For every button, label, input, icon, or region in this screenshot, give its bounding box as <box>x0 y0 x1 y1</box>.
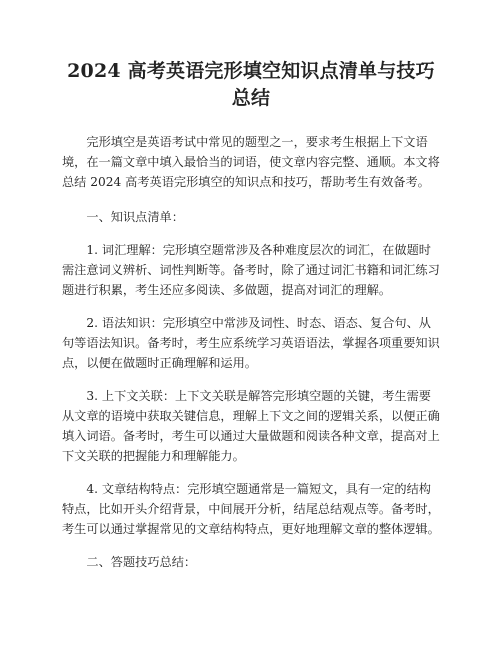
knowledge-item-vocabulary: 1. 词汇理解：完形填空题常涉及各种难度层次的词汇，在做题时需注意词义辨析、词性判断等。备考时，除了通过词汇书籍和词汇练习题进行积累，考生还应多阅读、多做题，提高对词汇的理解。 <box>62 243 440 297</box>
section-heading-tips: 二、答题技巧总结： <box>86 555 197 569</box>
intro-paragraph: 完形填空是英语考试中常见的题型之一，要求考生根据上下文语境，在一篇文章中填入最恰当的词语，使文章内容完整、通顺。本文将总结 2024 高考英语完形填空的知识点和技巧，帮助考生有效备考。 <box>62 135 440 189</box>
knowledge-item-context: 3. 上下文关联：上下文关联是解答完形填空题的关键，考生需要从文章的语境中获取关键信息，理解上下文之间的逻辑关系，以便正确填入词语。备考时，考生可以通过大量做题和阅读各种文章，提高对上下文关联的把握能力和理解能力。 <box>62 389 440 463</box>
knowledge-item-grammar: 2. 语法知识：完形填空中常涉及词性、时态、语态、复合句、从句等语法知识。备考时，考生应系统学习英语语法，掌握各项重要知识点，以便在做题时正确理解和运用。 <box>62 316 440 370</box>
section-heading-knowledge: 一、知识点清单： <box>86 210 184 224</box>
knowledge-item-structure: 4. 文章结构特点：完形填空题通常是一篇短文，具有一定的结构特点，比如开头介绍背景，中间展开分析，结尾总结观点等。备考时，考生可以通过掌握常见的文章结构特点，更好地理解文章的整体逻辑。 <box>62 482 440 536</box>
document-title: 2024 高考英语完形填空知识点清单与技巧总结 <box>67 60 435 109</box>
